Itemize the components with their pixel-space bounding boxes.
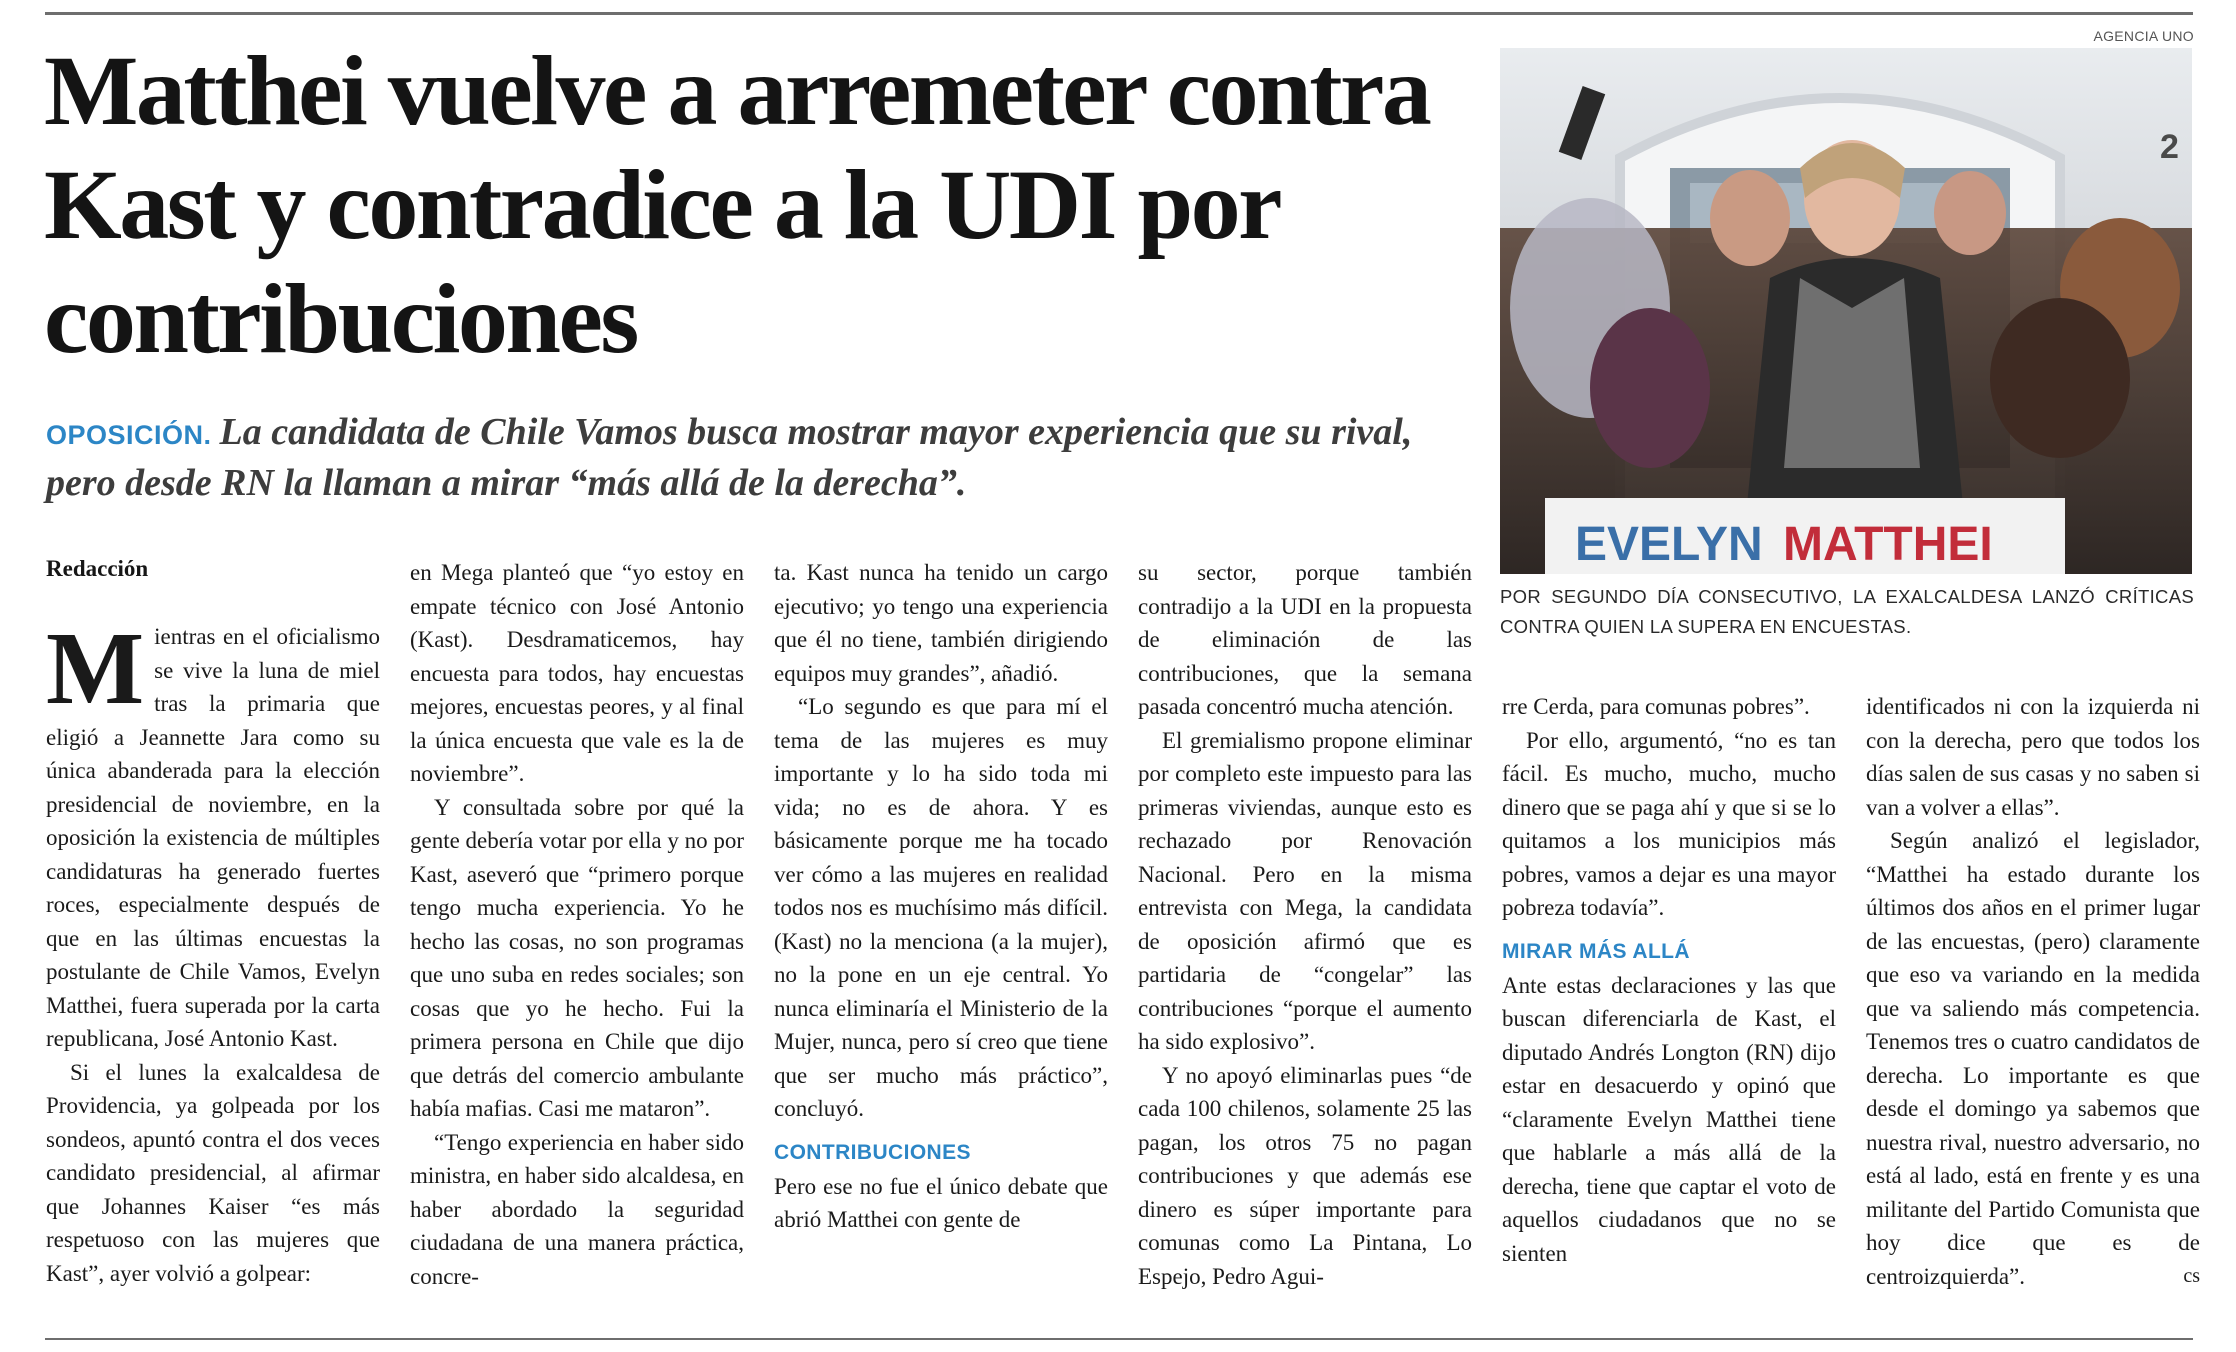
column-3-paragraph-3: Pero ese no fue el único debate que abrió Matthei con gente de [774,1173,1108,1232]
lead-paragraph [46,408,1476,507]
article-column-5 [1502,690,1836,1270]
column-6-paragraph-2-wrap [1866,824,2200,1293]
column-5-paragraph-2: Por ello, argumentó, “no es tan fácil. Es mucho, mucho, mucho dinero que se paga ahí y que si se lo quitamos a los municipios más pobres, vamos a dejar es una mayor pobreza todavía”. [1502,727,1836,920]
column-3-paragraph-2: “Lo segundo es que para mí el tema de las mujeres es muy importante y lo ha sido toda mi vida; no es de ahora. Y es básicamente porque me ha tocado ver cómo a las mujeres en realidad todos nos es muchísimo más difícil. (Kast) no la menciona (a la mujer), no la pone en un eje central. Yo nunca eliminaría el Ministerio de la Mujer, nunca, pero sí creo que tiene que ser mucho más práctico”, concluyó. [774,694,1108,1121]
headline: Matthei vuelve a arremeter contra Kast y contradice a la UDI por contribuciones [44,35,1430,374]
end-mark: cs [2183,1264,2200,1287]
door-number: 2 [2160,128,2179,166]
subhead-mirar-mas-alla: MIRAR MÁS ALLÁ [1502,939,1690,963]
sign-first-name: EVELYN [1575,518,1763,571]
article-column-4 [1138,556,1472,1293]
drop-cap: M [46,611,145,726]
article-column-1 [46,611,380,1290]
column-6-paragraph-1: identificados ni con la izquierda ni con la derecha, pero que todos los días salen de sus casas y no saben si van a volver a ellas”. [1866,694,2200,820]
column-5-paragraph-1: rre Cerda, para comunas pobres”. [1502,694,1810,719]
column-4-paragraph-3: Y no apoyó eliminarlas pues “de cada 100 chilenos, solamente 25 las pagan, los otros 75 no pagan contribuciones y que además ese dinero es súper importante para comunas como La Pintana, Lo Espejo, Pedro Agui- [1138,1062,1472,1289]
column-2-paragraph-2: Y consultada sobre por qué la gente debería votar por ella y no por Kast, aseveró que “primero porque tengo mucha experiencia. Yo he hecho las cosas, no son programas que uno suba en redes sociales; son cosas que yo he hecho. Fui la primera persona en Chile que dijo que detrás del comercio ambulante había mafias. Casi me mataron”. [410,794,745,1121]
article-column-6 [1866,690,2200,1293]
column-6-paragraph-2: Según analizó el legislador, “Matthei ha estado durante los últimos dos años en el primer lugar de las encuestas, (pero) claramente que eso va variando en la medida que va saliendo más competencia. Tenemos tres o cuatro candidatos de derecha. Lo importante es que desde el domingo ya sabemos que nuestra rival, nuestro adversario, no está al lado, está en frente y es una militante del Partido Comunista que hoy dice que es de centroizquierda”. [1866,828,2200,1289]
article-photo [1500,48,2192,574]
column-4-paragraph-2: El gremialismo propone eliminar por completo este impuesto para las primeras viviendas, aunque esto es rechazado por Renovación Nacional. Pero en la misma entrevista con Mega, la candidata de oposición afirmó que es partidaria de “congelar” las contribuciones “porque el aumento ha sido explosivo”. [1138,727,1472,1054]
column-1-paragraph-2: Si el lunes la exalcaldesa de Providencia, ya golpeada por los sondeos, apuntó contra el dos veces candidato presidencial, al afirmar que Johannes Kaiser “es más respetuoso con las mujeres que Kast”, ayer volvió a golpear: [46,1059,380,1286]
lead-kicker: OPOSICIÓN. [46,420,212,450]
article-column-3 [774,556,1108,1237]
sign-last-name: MATTHEI [1783,518,1993,571]
photo-caption: POR SEGUNDO DÍA CONSECUTIVO, LA EXALCALDESA LANZÓ CRÍTICAS CONTRA QUIEN LA SUPERA EN ENCUESTAS. [1500,586,2194,637]
column-1-paragraph-1: ientras en el oficialismo se vive la luna de miel tras la primaria que eligió a Jeannette Jara como su única abanderada para la elección presidencial de noviembre, en la oposición la existencia de múltiples candidaturas ha generado fuertes roces, especialmente después de que en las últimas encuestas la postulante de Chile Vamos, Evelyn Matthei, fuera superada por la carta republicana, José Antonio Kast. [46,624,380,1051]
photo-illustration [1500,48,2192,574]
photo-credit: AGENCIA UNO [2093,28,2194,44]
column-4-paragraph-1: su sector, porque también contradijo a la UDI en la propuesta de eliminación de las contribuciones, que la semana pasada concentró mucha atención. [1138,560,1472,719]
byline: Redacción [46,556,149,581]
bottom-rule [45,1338,2193,1340]
subhead-contribuciones: CONTRIBUCIONES [774,1140,971,1164]
article-column-2 [410,556,744,1293]
top-rule [45,12,2193,15]
column-3-paragraph-1: ta. Kast nunca ha tenido un cargo ejecutivo; yo tengo una experiencia que él no tiene, también dirigiendo equipos muy grandes”, añadió. [774,560,1108,686]
lead-text: La candidata de Chile Vamos busca mostrar mayor experiencia que su rival, pero desde RN la llaman a mirar “más allá de la derecha”. [46,411,1413,504]
column-2-paragraph-3: “Tengo experiencia en haber sido ministra, en haber sido alcaldesa, en haber abordado la seguridad ciudadana de una manera práctica, concre- [410,1129,744,1289]
column-5-paragraph-3: Ante estas declaraciones y las que buscan diferenciarla de Kast, el diputado Andrés Longton (RN) dijo estar en desacuerdo y opinó que “claramente Evelyn Matthei tiene que hablarle a más allá de la derecha, tiene que captar el voto de aquellos ciudadanos que no se sienten [1502,972,1836,1266]
column-2-paragraph-1: en Mega planteó que “yo estoy en empate técnico con José Antonio (Kast). Desdramaticemos, hay encuesta para todos, hay encuestas mejores, encuestas peores, y al final la única encuesta que vale es la de noviembre”. [410,560,744,786]
